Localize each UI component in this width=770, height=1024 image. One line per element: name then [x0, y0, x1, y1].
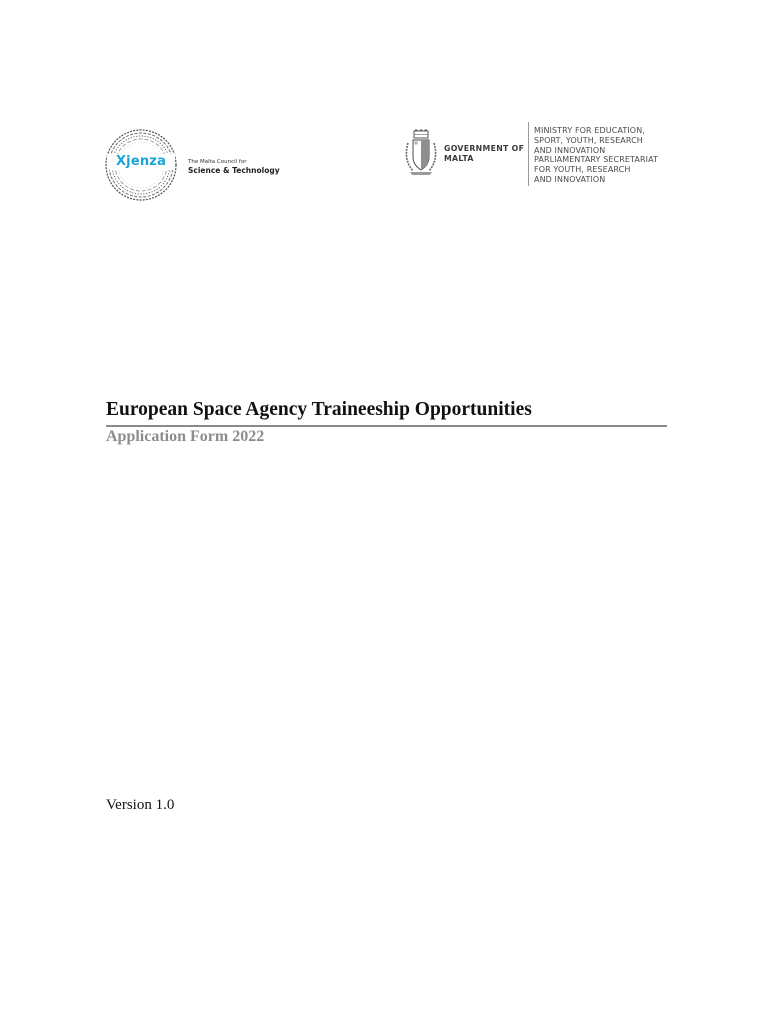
document-version: Version 1.0: [106, 797, 175, 813]
ministry-line: SPORT, YOUTH, RESEARCH: [534, 136, 643, 145]
secretariat-line: PARLIAMENTARY SECRETARIAT: [534, 155, 659, 164]
xjenza-logo: [104, 128, 280, 202]
xjenza-tagline-small: The Malta Council for: [188, 159, 247, 165]
secretariat-line: AND INNOVATION: [534, 175, 606, 184]
xjenza-tagline: Science & Technology: [188, 166, 280, 175]
document-title: European Space Agency Traineeship Opportunities: [106, 399, 532, 420]
secretariat-line: FOR YOUTH, RESEARCH: [534, 165, 631, 174]
government-name-line: GOVERNMENT OF: [444, 144, 525, 153]
ministry-line: MINISTRY FOR EDUCATION,: [534, 126, 645, 135]
document-subtitle: Application Form 2022: [106, 428, 265, 445]
malta-coat-of-arms-icon: [404, 129, 438, 177]
secretariat-name: [534, 155, 658, 185]
government-name: [444, 144, 524, 164]
title-underline-divider: [106, 425, 667, 427]
logo-divider: [528, 122, 529, 186]
government-name-line: MALTA: [444, 154, 474, 163]
ministry-line: AND INNOVATION: [534, 146, 606, 155]
xjenza-wordmark: Xjenza: [107, 154, 175, 170]
government-of-malta-logo: [404, 122, 674, 190]
ministry-name: [534, 126, 645, 156]
